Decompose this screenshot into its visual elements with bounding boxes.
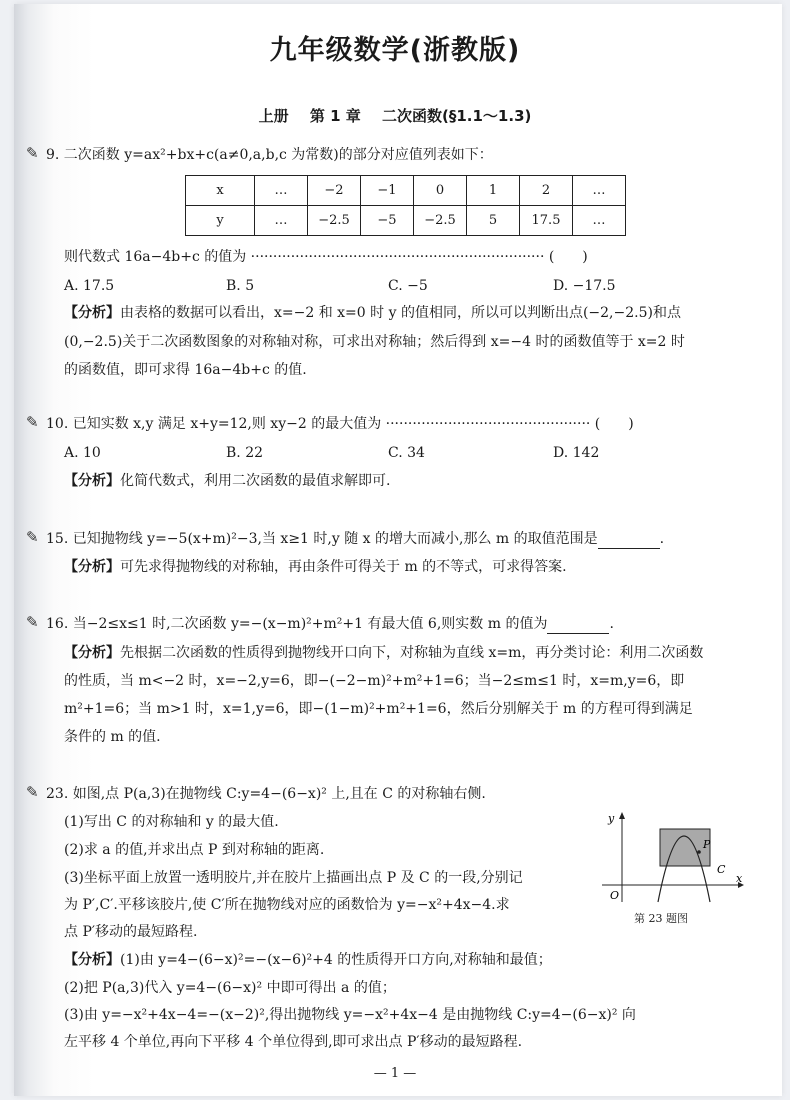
q16-text: 16. 当−2≤x≤1 时,二次函数 y=−(x−m)²+m²+1 有最大值 6,则实数 m 的值为 bbox=[46, 616, 548, 632]
pencil-icon: ✎ bbox=[26, 413, 39, 431]
pencil-icon: ✎ bbox=[26, 613, 39, 631]
q9-question: 则代数式 16a−4b+c 的值为 ·································································· ( ) bbox=[64, 249, 588, 265]
q9-analysis-line: (0,−2.5)关于二次函数图象的对称轴对称，可求出对称轴；然后得到 x=−4 时的函数值等于 x=2 时 bbox=[64, 334, 685, 350]
analysis-label: 【分析】 bbox=[64, 559, 120, 575]
q10-analysis-line bbox=[64, 471, 390, 491]
table-cell: y bbox=[186, 206, 255, 236]
analysis-text: 由表格的数据可以看出，x=−2 和 x=0 时 y 的值相同，所以可以判断出点(−2,−2.5)和点 bbox=[120, 305, 681, 321]
origin-label: O bbox=[610, 889, 620, 902]
analysis-text: 先根据二次函数的性质得到抛物线开口向下，对称轴为直线 x=m，再分类讨论：利用二次函数 bbox=[120, 645, 704, 661]
table-cell: … bbox=[255, 176, 308, 206]
q16-analysis-line: m²+1=6；当 m>1 时，x=1,y=6，即−(1−m)²+m²+1=6，然后分别解关于 m 的方程可得到满足 bbox=[64, 701, 693, 717]
q10-option-a: A. 10 bbox=[64, 445, 101, 461]
table-cell: −2 bbox=[308, 176, 361, 206]
q9-analysis-line bbox=[64, 303, 681, 323]
table-cell: 5 bbox=[467, 206, 520, 236]
q23-analysis-line: (3)由 y=−x²+4x−4=−(x−2)²,得出抛物线 y=−x²+4x−4 是由抛物线 C:y=4−(6−x)² 向 bbox=[64, 1007, 636, 1023]
q16-analysis-line bbox=[64, 643, 703, 663]
q9-option-d: D. −17.5 bbox=[553, 278, 616, 294]
q16-end: . bbox=[609, 616, 614, 632]
q23-analysis-line: (2)把 P(a,3)代入 y=4−(6−x)² 中即可得出 a 的值； bbox=[64, 980, 396, 996]
answer-blank bbox=[547, 617, 609, 634]
analysis-text: 可先求得抛物线的对称轴，再由条件可得关于 m 的不等式，可求得答案. bbox=[120, 559, 567, 575]
pencil-icon: ✎ bbox=[26, 783, 39, 801]
q9-option-a: A. 17.5 bbox=[64, 278, 115, 294]
q23-part: 点 P′移动的最短路程. bbox=[64, 924, 198, 940]
subtitle-topic: 二次函数(§1.1～1.3) bbox=[382, 107, 532, 125]
subtitle-chapter: 第 1 章 bbox=[309, 107, 361, 125]
q9-option-b: B. 5 bbox=[226, 278, 255, 294]
pencil-icon: ✎ bbox=[26, 144, 39, 162]
q9-option-c: C. −5 bbox=[388, 278, 428, 294]
analysis-label: 【分析】 bbox=[64, 473, 120, 489]
pencil-icon: ✎ bbox=[26, 528, 39, 546]
answer-blank bbox=[598, 532, 660, 549]
q23-figure bbox=[596, 810, 746, 906]
analysis-label: 【分析】 bbox=[64, 645, 120, 661]
table-cell: … bbox=[573, 176, 626, 206]
subtitle-volume: 上册 bbox=[258, 107, 289, 125]
analysis-label: 【分析】 bbox=[64, 305, 120, 321]
q15-end: . bbox=[659, 531, 665, 547]
analysis-text: (1)由 y=4−(6−x)²=−(x−6)²+4 的性质得开口方向,对称轴和最值； bbox=[120, 952, 552, 968]
q23-analysis-line bbox=[64, 950, 552, 970]
point-p-label: P bbox=[703, 838, 711, 851]
y-axis-arrow bbox=[619, 812, 625, 819]
q15-text: 15. 已知抛物线 y=−5(x+m)²−3,当 x≥1 时,y 随 x 的增大而减小,那么 m 的取值范围是 bbox=[46, 531, 598, 547]
q23-part: (1)写出 C 的对称轴和 y 的最大值. bbox=[64, 814, 279, 830]
analysis-label: 【分析】 bbox=[64, 952, 120, 968]
q10-option-d: D. 142 bbox=[553, 445, 600, 461]
page-number: — 1 — bbox=[373, 1066, 417, 1081]
q16-analysis-line: 的性质，当 m<−2 时，x=−2,y=6，即−(−2−m)²+m²+1=6；当−2≤m≤1 时，x=m,y=6，即 bbox=[64, 673, 685, 689]
table-cell: 0 bbox=[414, 176, 467, 206]
x-axis-label: x bbox=[736, 872, 743, 885]
table-cell: −2.5 bbox=[414, 206, 467, 236]
figure-caption: 第 23 题图 bbox=[634, 912, 688, 925]
q15-analysis-line bbox=[64, 557, 567, 577]
q10-option-b: B. 22 bbox=[226, 445, 264, 461]
q10-option-c: C. 34 bbox=[388, 445, 425, 461]
q9-stem: 9. 二次函数 y=ax²+bx+c(a≠0,a,b,c 为常数)的部分对应值列表如下： bbox=[46, 147, 493, 163]
q23-part: (2)求 a 的值,并求出点 P 到对称轴的距离. bbox=[64, 842, 325, 858]
analysis-text: 化简代数式，利用二次函数的最值求解即可. bbox=[120, 473, 391, 489]
table-row bbox=[186, 206, 626, 236]
q9-analysis-line: 的函数值，即可求得 16a−4b+c 的值. bbox=[64, 362, 307, 378]
q23-analysis-line: 左平移 4 个单位,再向下平移 4 个单位得到,即可求出点 P′移动的最短路程. bbox=[64, 1034, 523, 1050]
q15-stem bbox=[46, 529, 664, 549]
table-cell: 2 bbox=[520, 176, 573, 206]
table-cell: −2.5 bbox=[308, 206, 361, 236]
table-cell: −1 bbox=[361, 176, 414, 206]
q16-stem bbox=[46, 614, 614, 634]
q16-analysis-line: 条件的 m 的值. bbox=[64, 729, 161, 745]
chapter-subtitle bbox=[0, 105, 790, 126]
page-title: 九年级数学(浙教版) bbox=[269, 35, 521, 66]
table-cell: … bbox=[573, 206, 626, 236]
table-cell: 17.5 bbox=[520, 206, 573, 236]
q10-stem: 10. 已知实数 x,y 满足 x+y=12,则 xy−2 的最大值为 ·············································· ( ) bbox=[46, 416, 634, 432]
point-p bbox=[697, 850, 701, 854]
q9-value-table bbox=[185, 175, 626, 236]
y-axis-label: y bbox=[608, 812, 615, 825]
curve-c-label: C bbox=[717, 863, 726, 876]
q23-part: 为 P′,C′.平移该胶片,使 C′所在抛物线对应的函数恰为 y=−x²+4x−4.求 bbox=[64, 897, 510, 913]
table-cell: −5 bbox=[361, 206, 414, 236]
q23-part: (3)坐标平面上放置一透明胶片,并在胶片上描画出点 P 及 C 的一段,分别记 bbox=[64, 870, 523, 886]
table-row bbox=[186, 176, 626, 206]
table-cell: … bbox=[255, 206, 308, 236]
q23-stem: 23. 如图,点 P(a,3)在抛物线 C:y=4−(6−x)² 上,且在 C 的对称轴右侧. bbox=[46, 786, 486, 802]
table-cell: 1 bbox=[467, 176, 520, 206]
table-cell: x bbox=[186, 176, 255, 206]
